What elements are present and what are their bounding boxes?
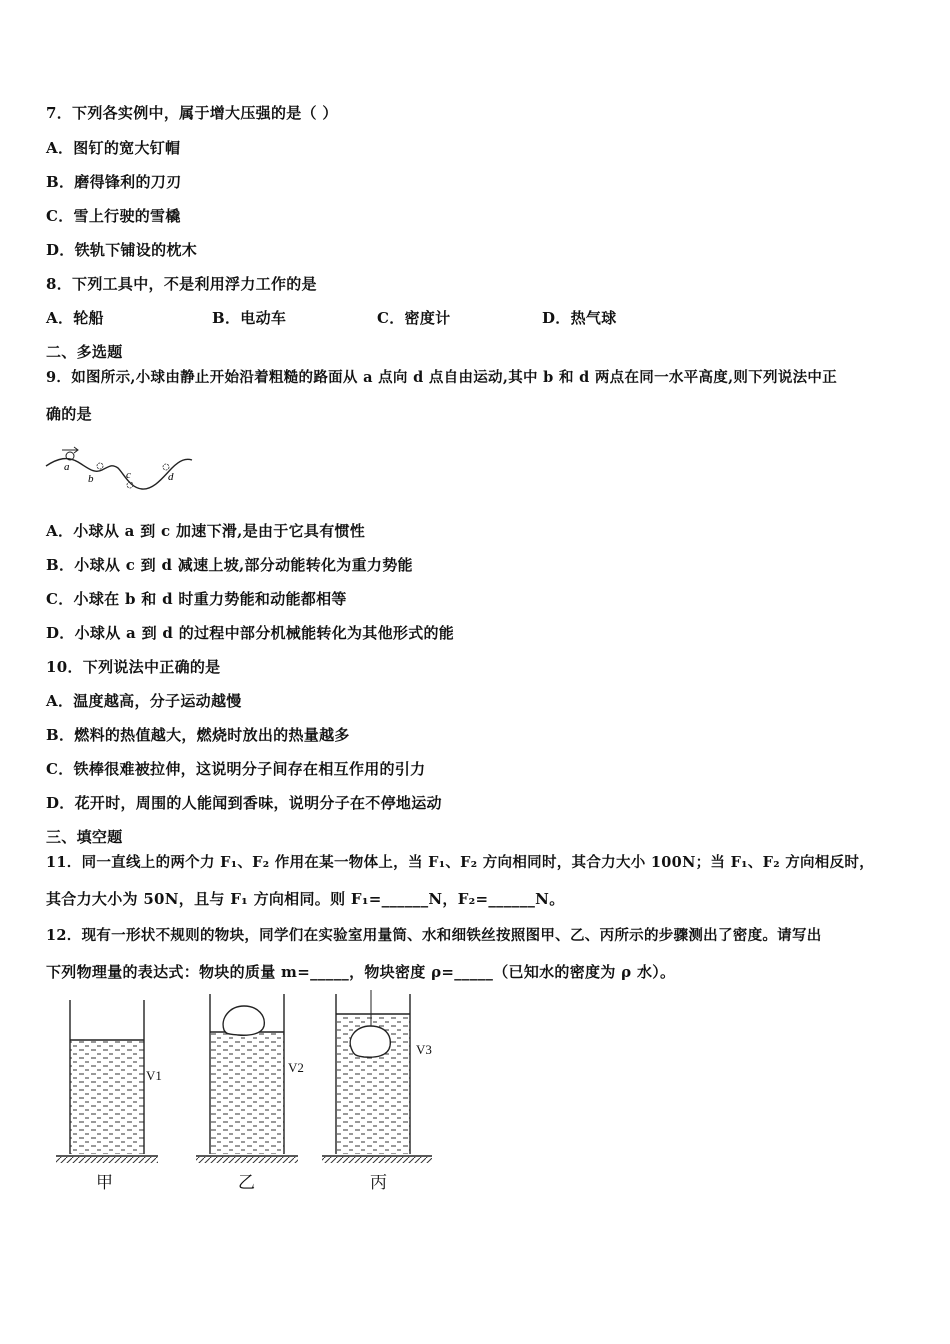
q12-figure-label-bing: 丙 — [370, 1173, 387, 1192]
q7-option-d: D．铁轨下铺设的枕木 — [46, 241, 198, 259]
q12-volume-label-v3: V3 — [416, 1042, 432, 1057]
q8-option-c: C．密度计 — [377, 309, 451, 327]
section-fill-blank-heading: 三、填空题 — [46, 828, 123, 846]
q12-cylinders-figure — [54, 990, 444, 1168]
q10-option-d: D．花开时，周围的人能闻到香味，说明分子在不停地运动 — [46, 794, 442, 812]
q12-line2: 下列物理量的表达式：物块的质量 m=_____，物块密度 ρ=_____（已知水的密度为 ρ 水）。 — [46, 963, 676, 981]
q7-stem: 7．下列各实例中，属于增大压强的是（ ） — [46, 104, 338, 122]
q11-line1: 11．同一直线上的两个力 F₁、F₂ 作用在某一物体上，当 F₁、F₂ 方向相同时，其合力大小 100N；当 F₁、F₂ 方向相反时， — [46, 854, 875, 871]
q9-track-figure — [44, 440, 196, 496]
q9-label-b: b — [88, 473, 94, 485]
q12-figure-label-yi: 乙 — [238, 1173, 255, 1192]
q9-option-d: D．小球从 a 到 d 的过程中部分机械能转化为其他形式的能 — [46, 624, 455, 642]
q9-label-a: a — [64, 461, 70, 473]
q10-option-b: B．燃料的热值越大，燃烧时放出的热量越多 — [46, 726, 350, 744]
q10-option-a: A．温度越高，分子运动越慢 — [46, 692, 242, 710]
q9-stem-line1: 9．如图所示,小球由静止开始沿着粗糙的路面从 a 点向 d 点自由运动,其中 b 和 d 两点在同一水平高度,则下列说法中正 — [46, 369, 838, 386]
q8-option-d: D．热气球 — [542, 309, 617, 327]
q8-option-a: A．轮船 — [46, 309, 104, 327]
cylinder-bing — [322, 990, 432, 1163]
q7-option-b: B．磨得锋利的刀刃 — [46, 173, 182, 191]
q11-line2: 其合力大小为 50N，且与 F₁ 方向相同。则 F₁=______N，F₂=______N。 — [46, 890, 565, 908]
q12-figure-label-jia: 甲 — [96, 1173, 113, 1192]
q10-option-c: C．铁棒很难被拉伸，这说明分子间存在相互作用的引力 — [46, 760, 426, 778]
q7-option-a: A．图钉的宽大钉帽 — [46, 139, 181, 157]
q8-option-b: B．电动车 — [212, 309, 287, 327]
cylinder-yi — [196, 994, 298, 1163]
q7-option-c: C．雪上行驶的雪橇 — [46, 207, 181, 225]
q8-stem: 8．下列工具中，不是利用浮力工作的是 — [46, 275, 317, 293]
q9-stem-line2: 确的是 — [46, 405, 92, 423]
q9-label-c: c — [126, 469, 131, 481]
q12-volume-label-v2: V2 — [288, 1060, 304, 1075]
q12-line1: 12．现有一形状不规则的物块，同学们在实验室用量筒、水和细铁丝按照图甲、乙、丙所示的步骤测出了密度。请写出 — [46, 927, 822, 944]
section-multiple-choice-heading: 二、多选题 — [46, 343, 123, 361]
q9-option-a: A．小球从 a 到 c 加速下滑,是由于它具有惯性 — [46, 522, 366, 540]
q10-stem: 10．下列说法中正确的是 — [46, 658, 221, 676]
q9-label-d: d — [168, 471, 174, 483]
cylinder-jia — [56, 1000, 158, 1163]
q9-option-b: B．小球从 c 到 d 减速上坡,部分动能转化为重力势能 — [46, 556, 413, 574]
q12-volume-label-v1: V1 — [146, 1068, 162, 1083]
q9-option-c: C．小球在 b 和 d 时重力势能和动能都相等 — [46, 590, 347, 608]
